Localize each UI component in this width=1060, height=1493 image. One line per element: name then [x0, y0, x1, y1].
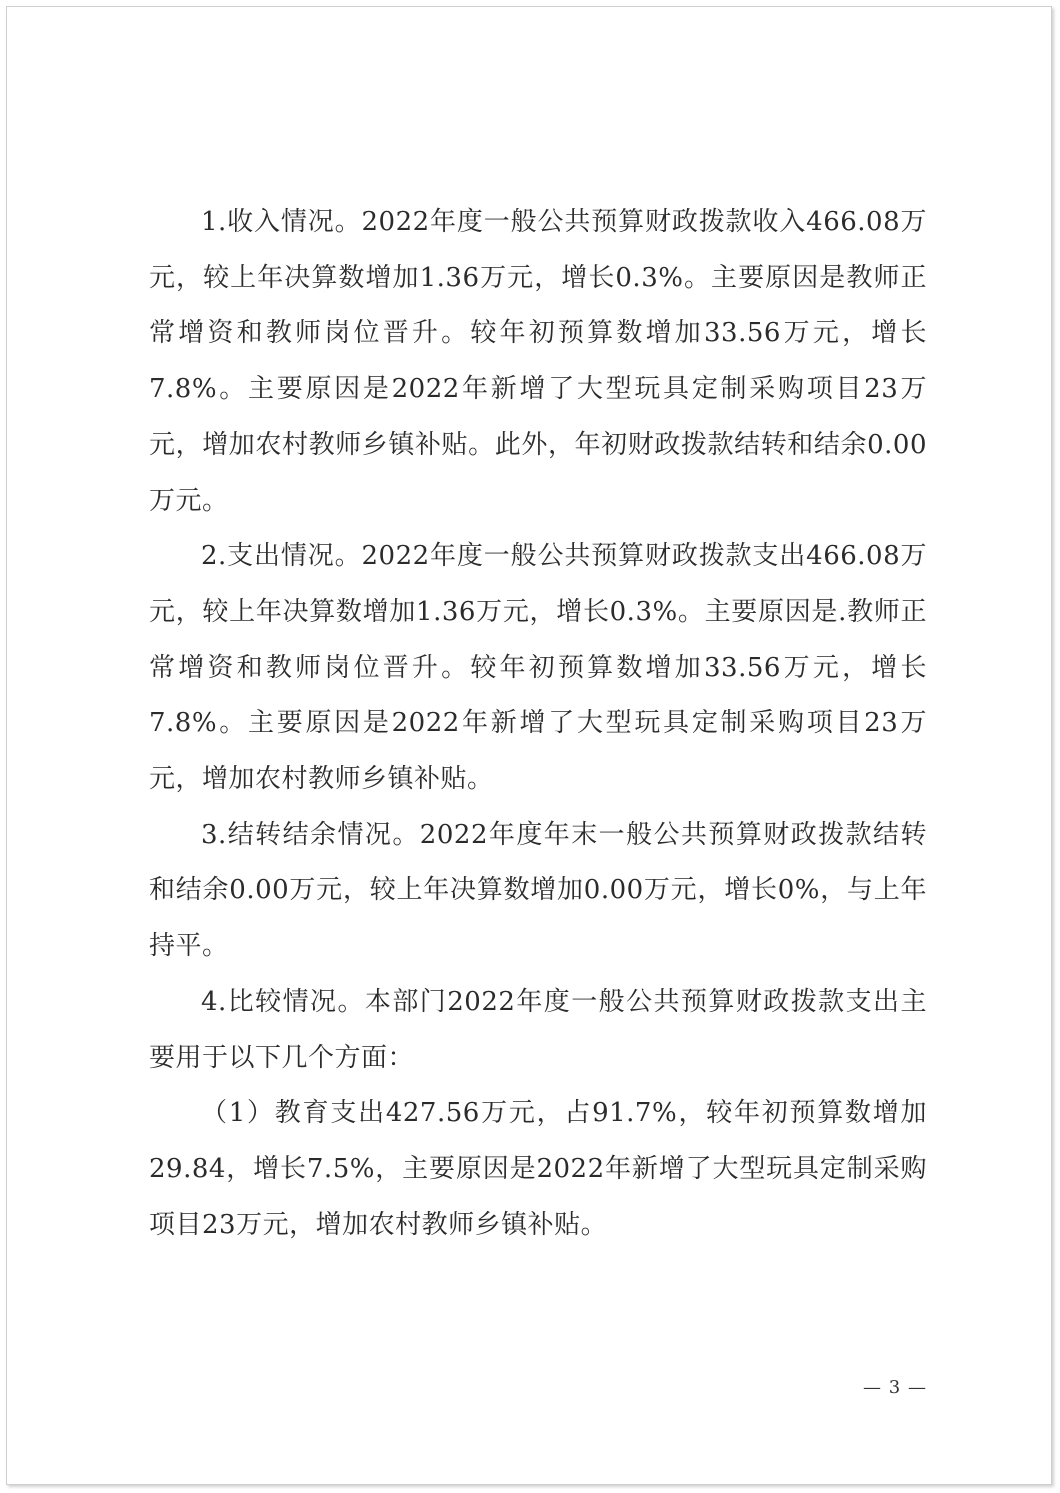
- paragraph-comparison: 4.比较情况。本部门2022年度一般公共预算财政拨款支出主要用于以下几个方面：: [149, 986, 927, 1073]
- paragraph-carryover: 3.结转结余情况。2022年度年末一般公共预算财政拨款结转和结余0.00万元，较上年决算数增加0.00万元，增长0%，与上年持平。: [149, 819, 927, 962]
- paragraph-expenditure: 2.支出情况。2022年度一般公共预算财政拨款支出466.08万元，较上年决算数增加1.36万元，增长0.3%。主要原因是.教师正常增资和教师岗位晋升。较年初预算数增加33.56万元，增长7.8%。主要原因是2022年新增了大型玩具定制采购项目23万元，增加农村教师乡镇补贴。: [149, 541, 927, 795]
- body-text: [149, 195, 927, 1253]
- paragraph-income: 1.收入情况。2022年度一般公共预算财政拨款收入466.08万元，较上年决算数增加1.36万元，增长0.3%。主要原因是教师正常增资和教师岗位晋升。较年初预算数增加33.56万元，增长7.8%。主要原因是2022年新增了大型玩具定制采购项目23万元，增加农村教师乡镇补贴。此外，年初财政拨款结转和结余0.00万元。: [149, 207, 927, 516]
- paragraph-education: （1）教育支出427.56万元，占91.7%，较年初预算数增加29.84，增长7.5%，主要原因是2022年新增了大型玩具定制采购项目23万元，增加农村教师乡镇补贴。: [149, 1098, 927, 1240]
- document-page: [6, 6, 1052, 1485]
- page-number: — 3 —: [863, 1377, 927, 1398]
